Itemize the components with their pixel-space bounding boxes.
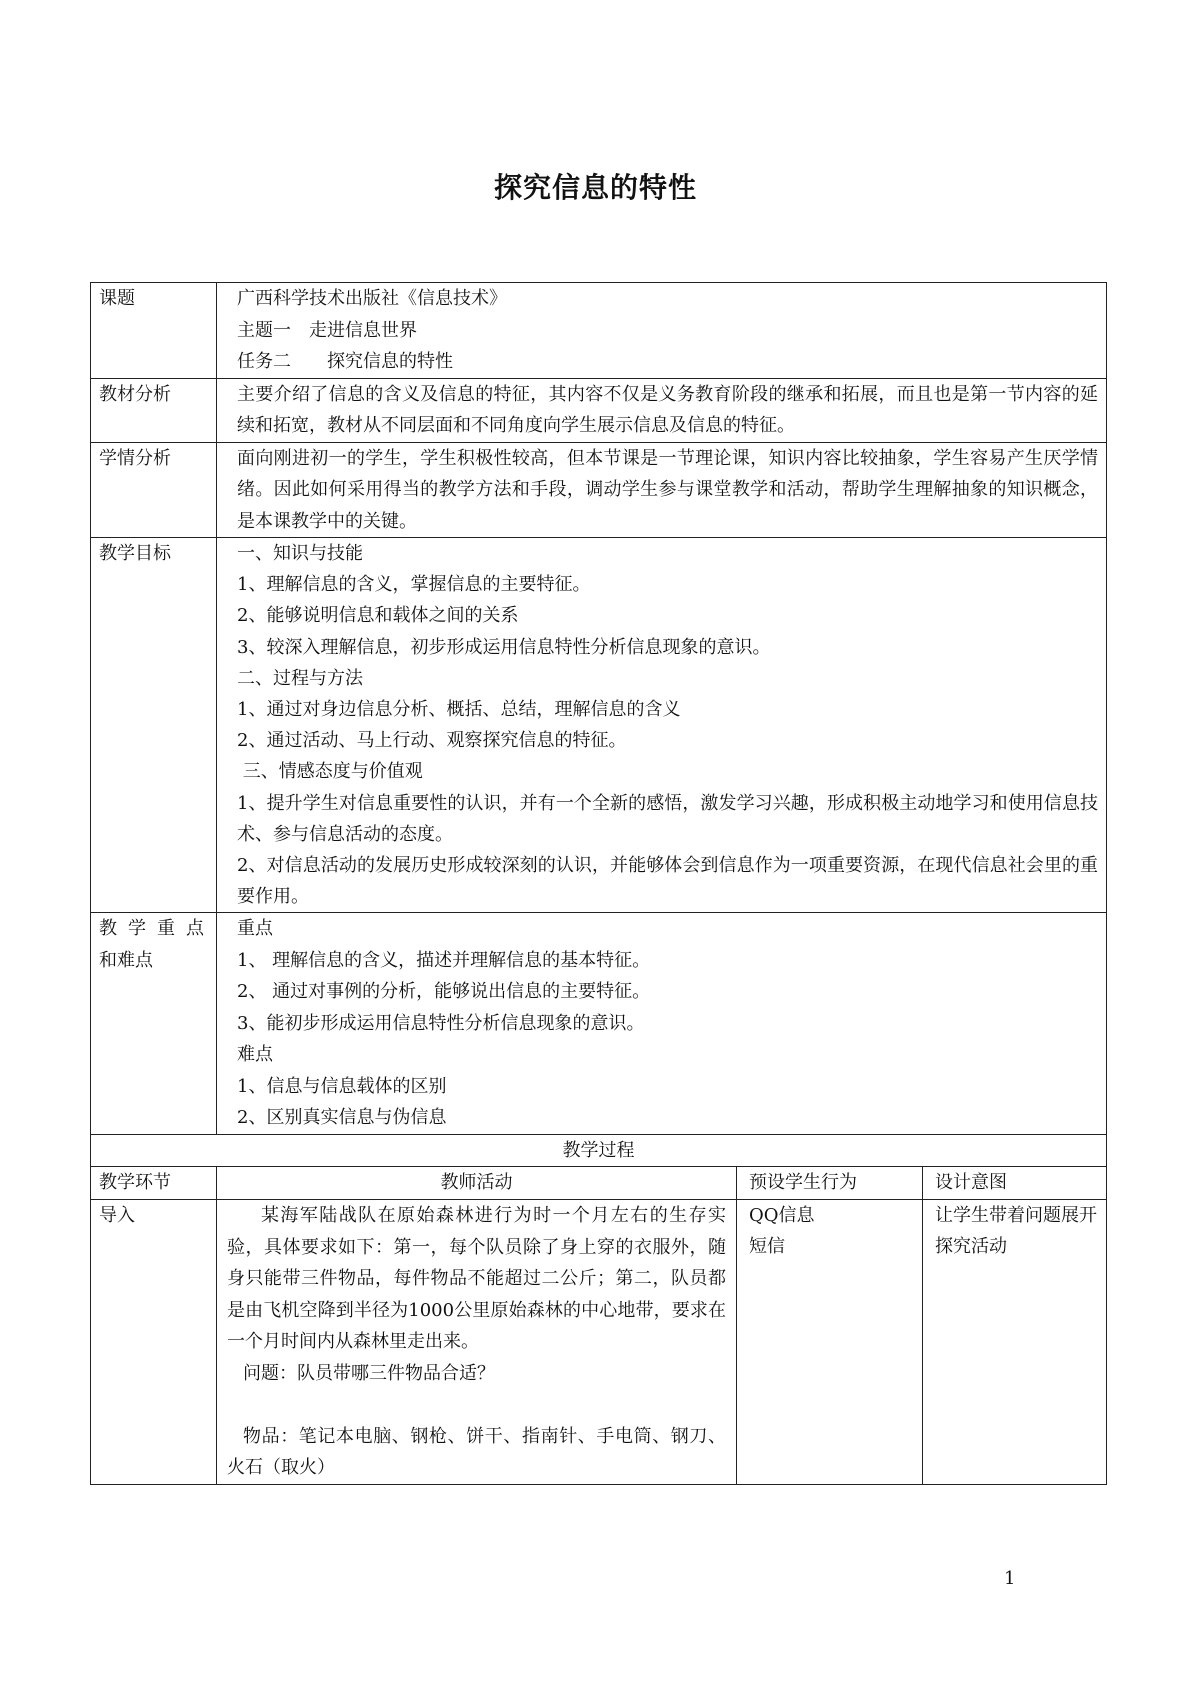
goal-item: 2、对信息活动的发展历史形成较深刻的认识，并能够体会到信息作为一项重要资源，在现代信息社会里的重要作用。 — [237, 855, 1099, 908]
row-topic — [91, 283, 1107, 379]
column-header-teacher: 教师活动 — [217, 1167, 737, 1200]
process-heading: 教学过程 — [91, 1134, 1107, 1167]
material-text: 主要介绍了信息的含义及信息的特征，其内容不仅是义务教育阶段的继承和拓展，而且也是第一节内容的延续和拓宽，教材从不同层面和不同角度向学生展示信息及信息的特征。 — [217, 378, 1107, 442]
students-label: 学情分析 — [91, 442, 217, 538]
student-behavior-line: QQ信息 — [749, 1204, 815, 1226]
keypoint-item: 3、能初步形成运用信息特性分析信息现象的意识。 — [237, 1012, 645, 1034]
row-goals — [91, 538, 1107, 913]
students-text: 面向刚进初一的学生，学生积极性较高，但本节课是一节理论课，知识内容比较抽象，学生容易产生厌学情绪。因此如何采用得当的教学方法和手段，调动学生参与课堂教学和活动，帮助学生理解抽象的知识概念，是本课教学中的关键。 — [217, 442, 1107, 538]
material-label: 教材分析 — [91, 378, 217, 442]
goal-item: 三、情感态度与价值观 — [237, 761, 423, 783]
blank-line — [227, 1390, 726, 1421]
intro-items: 物品：笔记本电脑、钢枪、饼干、指南针、手电筒、钢刀、火石（取火） — [227, 1425, 726, 1479]
row-keypoints — [91, 913, 1107, 1135]
topic-label: 课题 — [91, 283, 217, 379]
student-behavior-line: 短信 — [749, 1236, 785, 1258]
keypoint-item: 2、区别真实信息与伪信息 — [237, 1107, 447, 1129]
row-students — [91, 442, 1107, 538]
goal-item: 1、提升学生对信息重要性的认识，并有一个全新的感悟，激发学习兴趣，形成积极主动地学习和使用信息技术、参与信息活动的态度。 — [237, 792, 1099, 845]
row-material — [91, 378, 1107, 442]
keypoint-item: 2、 通过对事例的分析，能够说出信息的主要特征。 — [237, 981, 651, 1003]
keypoint-item: 1、信息与信息载体的区别 — [237, 1075, 447, 1097]
keypoints-label — [91, 913, 217, 1135]
keypoint-item: 难点 — [237, 1044, 273, 1066]
goal-item: 二、过程与方法 — [237, 667, 363, 689]
keypoints-content — [217, 913, 1107, 1135]
keypoints-label-line1: 教学重点 — [99, 918, 215, 940]
row-process-columns — [91, 1167, 1107, 1200]
column-header-intent: 设计意图 — [923, 1167, 1107, 1200]
intro-teacher-activity — [217, 1199, 737, 1484]
row-process-heading — [91, 1134, 1107, 1167]
topic-content — [217, 283, 1107, 379]
document-title: 探究信息的特性 — [493, 171, 697, 204]
goal-item: 1、通过对身边信息分析、概括、总结，理解信息的含义 — [237, 699, 681, 721]
intro-scenario: 某海军陆战队在原始森林进行为时一个月左右的生存实验，具体要求如下：第一，每个队员除了身上穿的衣服外，随身只能带三件物品，每件物品不能超过二公斤；第二，队员都是由飞机空降到半径为1000公里原始森林的中心地带，要求在一个月时间内从森林里走出来。 — [227, 1204, 726, 1353]
goal-item: 一、知识与技能 — [237, 543, 363, 564]
lesson-plan-table — [90, 282, 1107, 1485]
goals-label: 教学目标 — [91, 538, 217, 913]
intro-student-behavior — [737, 1199, 923, 1484]
goal-item: 3、较深入理解信息，初步形成运用信息特性分析信息现象的意识。 — [237, 636, 771, 658]
keypoint-item: 重点 — [237, 918, 273, 940]
intro-question: 问题：队员带哪三件物品合适？ — [243, 1362, 495, 1384]
topic-line: 广西科学技术出版社《信息技术》 — [237, 288, 507, 309]
goal-item: 2、通过活动、马上行动、观察探究信息的特征。 — [237, 730, 627, 752]
column-header-student: 预设学生行为 — [737, 1167, 923, 1200]
page-number: 1 — [1004, 1568, 1016, 1589]
goal-item: 1、理解信息的含义，掌握信息的主要特征。 — [237, 574, 591, 596]
goals-content — [217, 538, 1107, 913]
keypoint-item: 1、 理解信息的含义，描述并理解信息的基本特征。 — [237, 949, 651, 971]
topic-line: 任务二 探究信息的特性 — [237, 351, 453, 372]
intro-design-intent: 让学生带着问题展开探究活动 — [923, 1199, 1107, 1484]
column-header-stage: 教学环节 — [91, 1167, 217, 1200]
intro-stage: 导入 — [91, 1199, 217, 1484]
row-intro — [91, 1199, 1107, 1484]
goal-item: 2、能够说明信息和载体之间的关系 — [237, 605, 519, 627]
topic-line: 主题一 走进信息世界 — [237, 319, 417, 341]
keypoints-label-line2: 和难点 — [99, 949, 153, 971]
